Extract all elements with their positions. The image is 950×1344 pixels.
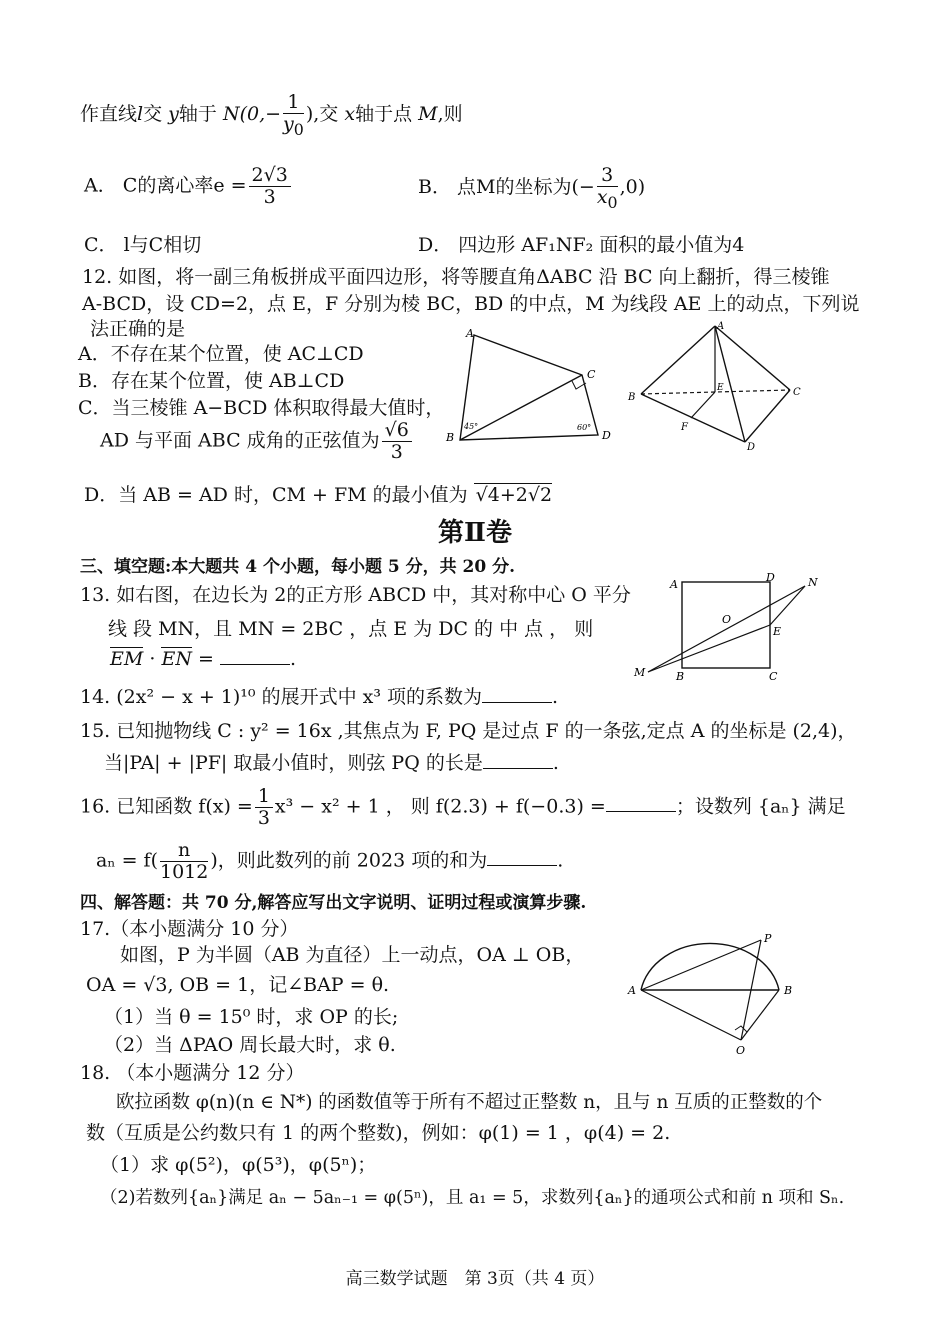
- label-d: D: [747, 442, 756, 453]
- q16-text: )，则此数列的前 2023 项的和为: [210, 849, 488, 872]
- q11-var-y: y: [168, 103, 179, 126]
- label-c: C: [587, 368, 596, 381]
- subscript: 0: [607, 192, 618, 212]
- q12-line-3: 法正确的是: [90, 318, 186, 340]
- fraction-numerator: 3: [597, 165, 618, 187]
- q11-point-n: N(0,−: [222, 103, 282, 126]
- label-f: F: [681, 422, 688, 433]
- fraction-denominator: 3: [390, 440, 403, 463]
- label-c: C: [793, 387, 801, 398]
- q11-text: 轴于: [178, 103, 217, 126]
- q12-c-fraction: [382, 420, 412, 463]
- option-label: B．: [418, 176, 451, 199]
- q17-title: 17.（本小题满分 10 分）: [80, 918, 299, 940]
- q11-option-b: [418, 165, 645, 211]
- option-b-fraction: [597, 165, 618, 211]
- label-c: C: [769, 670, 778, 682]
- q18-title: 18. （本小题满分 12 分）: [80, 1062, 305, 1084]
- q11-text: 作直线: [80, 103, 138, 126]
- fraction-denominator: x: [596, 185, 608, 208]
- q18-line-2: 数（互质是公约数只有 1 的两个整数)，例如：φ(1) = 1 ，φ(4) = 2.: [86, 1122, 671, 1144]
- edge-bd: [641, 394, 745, 442]
- dot-operator: ·: [143, 648, 162, 670]
- label-a: A: [628, 984, 636, 997]
- q11-option-d: [418, 230, 744, 257]
- semicircle: [641, 943, 779, 990]
- q12-option-a: A．不存在某个位置，使 AC⊥CD: [78, 343, 364, 365]
- option-label: C．: [84, 234, 118, 256]
- right-angle-mark: [735, 1026, 747, 1032]
- fraction-numerator: √6: [382, 420, 412, 442]
- segment-me: [648, 625, 770, 672]
- label-angle-60: 60°: [577, 423, 592, 432]
- fraction-numerator: 2√3: [249, 165, 291, 187]
- label-b: B: [784, 984, 793, 997]
- vector-em: EM: [110, 648, 144, 670]
- q11-text: ,则: [437, 103, 463, 126]
- q11-text: ),交: [305, 103, 339, 126]
- vector-en: EN: [161, 648, 192, 670]
- subscript: 0: [293, 119, 304, 139]
- q13-line-1: 13. 如右图，在边长为 2的正方形 ABCD 中，其对称中心 O 平分: [80, 584, 631, 606]
- segment-bo: [741, 990, 779, 1040]
- edge-ab: [641, 326, 715, 394]
- section-title: 第Ⅱ卷: [438, 518, 512, 548]
- label-p: P: [764, 932, 772, 945]
- label-n: N: [808, 576, 818, 589]
- label-e: E: [717, 383, 724, 393]
- option-text: C的离心率e =: [122, 174, 247, 197]
- label-d: D: [602, 429, 611, 442]
- q13-line-3: EM · EN = .: [110, 648, 296, 670]
- answer-header: 四、解答题：共 70 分,解答应写出文字说明、证明过程或演算步骤.: [80, 893, 587, 913]
- fill-header: 三、填空题:本大题共 4 个小题，每小题 5 分，共 20 分.: [80, 557, 516, 577]
- label-a: A: [466, 327, 474, 340]
- segment-ao: [641, 990, 741, 1040]
- page-footer: 高三数学试题 第 3页（共 4 页）: [345, 1269, 605, 1289]
- label-b: B: [628, 392, 636, 403]
- q18-line-3: （1）求 φ(5²)，φ(5³)，φ(5ⁿ)；: [100, 1154, 377, 1176]
- option-text: D．当 AB = AD 时，CM + FM 的最小值为: [84, 484, 468, 506]
- q11-text: 交: [143, 103, 163, 126]
- label-b: B: [676, 670, 685, 682]
- q16-text: 16. 已知函数 f(x) =: [80, 795, 253, 818]
- option-text: AD 与平面 ABC 成角的正弦值为: [100, 429, 380, 452]
- q17-line-2: OA = √3, OB = 1，记∠BAP = θ.: [86, 974, 390, 996]
- q12-option-b: B．存在某个位置，使 AB⊥CD: [78, 370, 345, 392]
- fraction-numerator: 1: [283, 92, 304, 114]
- q14-line: 14. (2x² − x + 1)¹⁰ 的展开式中 x³ 项的系数为 .: [80, 686, 559, 708]
- option-text: l与C相切: [123, 234, 202, 256]
- q16-fraction: [255, 786, 273, 829]
- answer-blank: [482, 686, 552, 703]
- q15-text: 当|PA| + |PF| 取最小值时，则弦 PQ 的长是: [104, 752, 483, 774]
- q15-line-1: 15. 已知抛物线 C : y² = 16x ,其焦点为 F, PQ 是过点 F 的一条弦,定点 A 的坐标是 (2,4)，: [80, 720, 857, 742]
- fraction-numerator: n: [160, 840, 208, 862]
- fraction-numerator: 1: [255, 786, 273, 808]
- option-text: ,0): [619, 176, 646, 199]
- q13-line-2: 线 段 MN，且 MN = 2BC ，点 E 为 DC 的 中 点 ， 则: [108, 618, 594, 640]
- q16-text: ；设数列 {aₙ} 满足: [675, 795, 846, 818]
- q12-line-1: 12. 如图，将一副三角板拼成平面四边形，将等腰直角ΔABC 沿 BC 向上翻折，得三棱锥: [82, 266, 830, 288]
- q11-fraction: [283, 92, 304, 138]
- q16-fraction-2: [160, 840, 208, 883]
- label-a: A: [670, 578, 678, 591]
- q11-option-a: [84, 165, 293, 208]
- q12-line-2: A-BCD，设 CD=2，点 E，F 分别为棱 BC，BD 的中点，M 为线段 AE 上的动点，下列说: [82, 293, 860, 315]
- option-a-fraction: [249, 165, 291, 208]
- q13-figure: [630, 572, 820, 682]
- answer-blank: [487, 849, 557, 866]
- q12-option-c-2: [100, 420, 414, 463]
- q11-option-c: [84, 230, 201, 257]
- option-text: 四边形 AF₁NF₂ 面积的最小值为4: [458, 234, 745, 256]
- label-o: O: [736, 1044, 746, 1057]
- q14-text: 14. (2x² − x + 1)¹⁰ 的展开式中 x³ 项的系数为: [80, 686, 482, 708]
- segment-fe: [691, 392, 715, 418]
- edge-ac: [715, 326, 790, 390]
- q16-line-1: [80, 786, 846, 829]
- q18-line-1: 欧拉函数 φ(n)(n ∈ N*) 的函数值等于所有不超过正整数 n，且与 n 互质的正整数的个: [116, 1092, 823, 1113]
- q17-line-3: （1）当 θ = 15⁰ 时，求 OP 的长;: [104, 1006, 399, 1028]
- q17-figure: [625, 930, 805, 1060]
- segment-mn: [648, 586, 805, 672]
- q12-option-c-1: C．当三棱锥 A−BCD 体积取得最大值时，: [78, 397, 445, 419]
- q18-line-4: （2)若数列{aₙ}满足 aₙ − 5aₙ₋₁ = φ(5ⁿ)，且 a₁ = 5，求数列{aₙ}的通项公式和前 n 项和 Sₙ.: [100, 1188, 845, 1208]
- fraction-denominator: 1012: [160, 860, 209, 883]
- q11-var-l: l: [137, 103, 144, 126]
- option-d-root: √4+2√2: [475, 484, 553, 506]
- q15-line-2: 当|PA| + |PF| 取最小值时，则弦 PQ 的长是 .: [104, 752, 559, 774]
- option-label: A．: [84, 174, 117, 197]
- q16-text: x³ − x² + 1 ， 则 f(2.3) + f(−0.3) =: [274, 795, 606, 818]
- answer-blank: [606, 795, 676, 812]
- label-o: O: [722, 613, 732, 626]
- fraction-denominator: 3: [257, 806, 270, 829]
- option-label: D．: [418, 234, 453, 256]
- q17-line-4: （2）当 ΔPAO 周长最大时，求 θ.: [104, 1034, 396, 1056]
- label-angle-45: 45°: [464, 422, 479, 431]
- q12-figure-quadrilateral: [440, 325, 620, 455]
- label-e: E: [773, 625, 782, 638]
- q16-line-2: aₙ = f( $\frac{n}{1012}$ )，则此数列的前 2023 项的和为 .: [96, 839, 564, 883]
- q11-var-x: x: [344, 103, 356, 126]
- q17-line-1: 如图，P 为半圆（AB 为直径）上一动点，OA ⊥ OB，: [120, 944, 585, 966]
- label-d: D: [766, 572, 775, 584]
- q12-figure-tetrahedron: [625, 318, 805, 453]
- q11-point-m: M: [418, 103, 438, 126]
- q11-line: [80, 92, 463, 138]
- diagonal-bc: [460, 375, 582, 440]
- equals: =: [191, 648, 220, 670]
- answer-blank: [483, 752, 553, 769]
- fraction-denominator: 3: [263, 185, 276, 208]
- label-b: B: [446, 431, 455, 444]
- answer-blank: [220, 648, 290, 665]
- label-a: A: [717, 321, 725, 332]
- option-text: 点M的坐标为(−: [457, 176, 595, 199]
- segment-ap: [641, 940, 761, 990]
- edge-cd: [745, 390, 790, 442]
- q16-text: aₙ = f(: [96, 849, 158, 872]
- fraction-denominator: y: [283, 112, 294, 135]
- label-m: M: [634, 666, 646, 679]
- q11-text: 轴于点: [355, 103, 413, 126]
- q12-option-d: [84, 480, 552, 507]
- segment-en: [770, 586, 805, 625]
